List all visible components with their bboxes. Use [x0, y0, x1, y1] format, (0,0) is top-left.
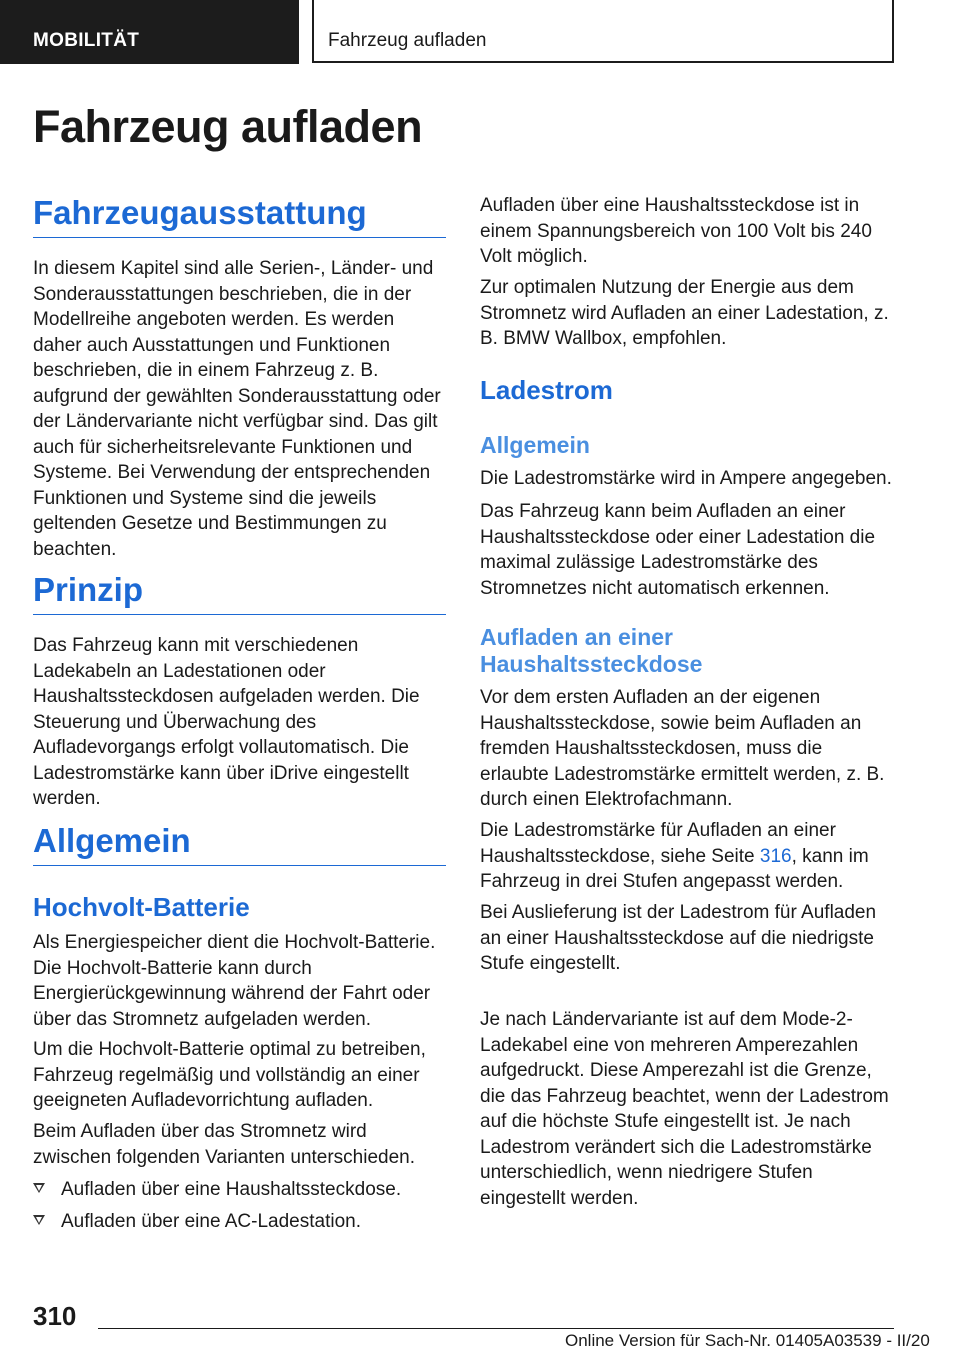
paragraph-haushalt-2-text-end: , kann im Fahrzeug in drei Stufen angepasst werden.	[480, 845, 869, 892]
section-tab	[0, 0, 299, 64]
heading-prinzip: Prinzip	[33, 570, 446, 615]
page-reference-link[interactable]: 316	[759, 845, 792, 867]
paragraph-allgemein-1: Die Ladestromstärke wird in Ampere angegeben.	[480, 468, 892, 489]
footer-version-text: Online Version für Sach-Nr. 01405A03539 - II/20	[565, 1331, 930, 1350]
paragraph-hochvolt-3: Beim Aufladen über das Stromnetz wird zwischen folgenden Varianten unterschieden.	[33, 1121, 416, 1168]
heading-aufladen-haushaltssteckdose: Aufladen an einer Haushaltssteckdose	[480, 624, 703, 677]
heading-ladestrom-allgemein: Allgemein	[480, 432, 590, 458]
list-item-text: Aufladen über eine Haushaltssteckdose.	[61, 1179, 402, 1200]
page-title: Fahrzeug aufladen	[33, 101, 423, 152]
heading-allgemein: Allgemein	[33, 821, 446, 866]
paragraph-hochvolt-1: Als Energiespeicher dient die Hochvolt-Batterie. Die Hochvolt-Batterie kann durch Energierückgewinnung während der Fahrt oder über das Stromnetz aufgeladen werden.	[33, 932, 436, 1030]
paragraph-haushalt-4: Je nach Ländervariante ist auf dem Mode-2-Ladekabel eine von mehreren Amperezahlen aufgedruckt. Diese Amperezahl ist die Grenze, die das Fahrzeug beachtet, wenn der Ladestrom auf die höchste Stufe eingestellt ist. Je nach Ladestrom verändert sich die Ladestromstärke unterschiedlich, wenn niedrigere Stufen eingestellt werden.	[480, 1009, 889, 1209]
triangle-bullet-icon	[33, 1183, 45, 1193]
paragraph-intro-2: Zur optimalen Nutzung der Energie aus dem Stromnetz wird Aufladen an einer Ladestation, z. B. BMW Wallbox, empfohlen.	[480, 277, 889, 349]
section-tab-label: MOBILITÄT	[33, 30, 140, 51]
paragraph-haushalt-3: Bei Auslieferung ist der Ladestrom für Aufladen an einer Haushaltssteckdose auf die niedrigste Stufe eingestellt.	[480, 902, 877, 974]
paragraph-haushalt-1: Vor dem ersten Aufladen an der eigenen Haushaltssteckdose, sowie beim Aufladen an fremden Haushaltssteckdosen, muss die erlaubte Ladestromstärke ermittelt werden, z. B. durch einen Elektrofachmann.	[480, 687, 885, 810]
list-item-text: Aufladen über eine AC-Ladestation.	[61, 1211, 361, 1232]
paragraph-haushalt-2	[480, 818, 896, 895]
heading-fahrzeugausstattung: Fahrzeugausstattung	[33, 193, 446, 238]
page-number: 310	[33, 1301, 77, 1331]
footer-divider	[98, 1328, 894, 1329]
paragraph-haushalt-2-text: Die Ladestromstärke für Aufladen an einer Haushaltssteckdose, siehe Seite	[480, 820, 836, 867]
paragraph-intro-1: Aufladen über eine Haushaltssteckdose ist in einem Spannungsbereich von 100 Volt bis 240 Volt möglich.	[480, 195, 872, 267]
heading-hochvolt-batterie: Hochvolt-Batterie	[33, 892, 250, 922]
chapter-tab	[312, 0, 894, 63]
triangle-bullet-icon	[33, 1215, 45, 1225]
paragraph-allgemein-2: Das Fahrzeug kann beim Aufladen an einer Haushaltssteckdose oder einer Ladestation die maximal zulässige Ladestromstärke des Stromnetzes nicht automatisch erkennen.	[480, 501, 876, 599]
paragraph-fahrzeugausstattung: In diesem Kapitel sind alle Serien-, Länder- und Sonderausstattungen beschrieben, die in der Modellreihe angeboten werden. Es werden daher auch Ausstattungen und Funktionen beschrieben, die in einem Fahrzeug z. B. aufgrund der gewählten Sonderausstattung oder der Ländervariante nicht verfügbar sind. Das gilt auch für sicherheitsrelevante Funktionen und Systeme. Bei Verwendung der entsprechenden Funktionen und Systeme sind die jeweils geltenden Gesetze und Bestimmungen zu beachten.	[33, 258, 441, 560]
paragraph-hochvolt-2: Um die Hochvolt-Batterie optimal zu betreiben, Fahrzeug regelmäßig und vollständig an einer geeigneten Aufladevorrichtung aufladen.	[33, 1039, 426, 1111]
paragraph-prinzip: Das Fahrzeug kann mit verschiedenen Ladekabeln an Ladestationen oder Haushaltssteckdosen aufgeladen werden. Die Steuerung und Überwachung des Aufladevorgangs erfolgt vollautomatisch. Die Ladestromstärke kann über iDrive eingestellt werden.	[33, 635, 420, 809]
heading-ladestrom: Ladestrom	[480, 375, 613, 405]
chapter-tab-label: Fahrzeug aufladen	[328, 30, 487, 51]
